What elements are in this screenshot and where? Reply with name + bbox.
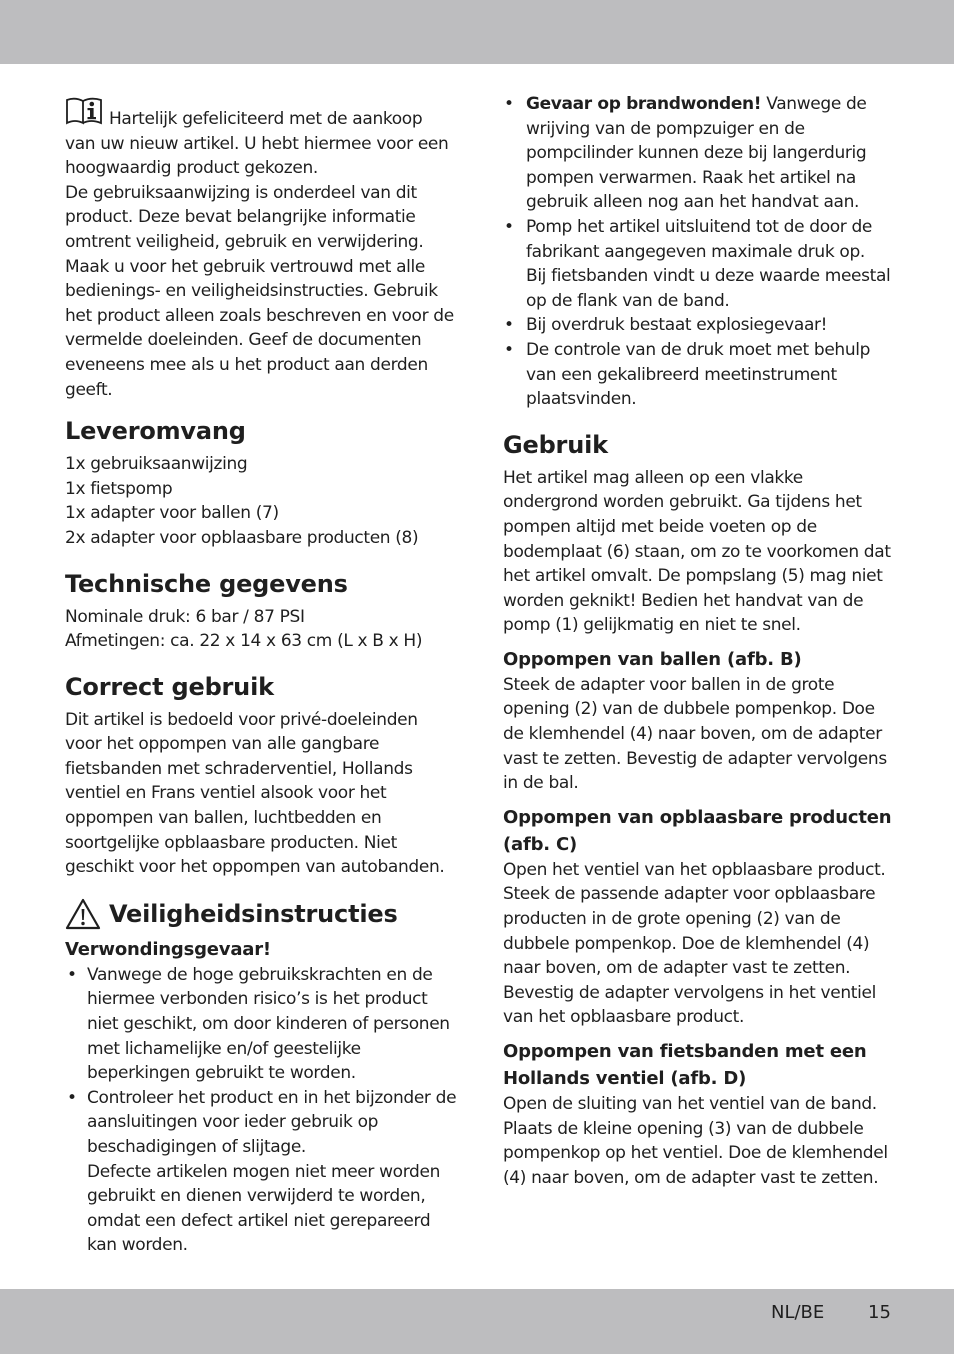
opblaasbaar-subheading: Oppompen van opblaasbare producten (afb. C) — [503, 806, 892, 855]
info-book-icon — [65, 96, 103, 126]
leveromvang-list — [65, 452, 457, 550]
right-column — [503, 92, 893, 1190]
opblaasbaar-text-2: Bevestig de adapter vervolgens in het ventiel van het opblaasbare product. — [503, 982, 876, 1028]
list-item: • Gevaar op brandwonden! Vanwege de wrijving van de pompzuiger en de pompcilinder kunnen deze bij langerdurig pompen verwarmen. Raak het artikel na gebruik alleen nog aan het handvat aan. — [503, 92, 893, 215]
correct-text: Dit artikel is bedoeld voor privé-doeleinden voor het oppompen van alle gangbare fietsbanden met schraderventiel, Hollands ventiel en Frans ventiel alsook voor het oppompen van ballen, luchtbedden en soortgelijke opblaasbare producten. Niet geschikt voor het oppompen van autobanden. — [65, 709, 445, 878]
gebruik-heading: Gebruik — [503, 430, 608, 459]
technisch-item: Afmetingen: ca. 22 x 14 x 63 cm (L x B x H) — [65, 631, 423, 652]
intro-text-1: Hartelijk gefeliciteerd met de aankoop van uw nieuw artikel. U hebt hiermee voor een hoogwaardig product gekozen. — [65, 109, 449, 179]
list-item: • De controle van de druk moet met behulp van een gekalibreerd meetinstrument plaatsvinden. — [503, 338, 893, 412]
opblaasbaar-text: Open het ventiel van het opblaasbare product. Steek de passende adapter voor opblaasbare producten in de grote opening (2) van de dubbele pompenkop. Doe de klemhendel (4) naar boven, om de adapter vast te zetten. — [503, 859, 886, 979]
warning-triangle-icon — [65, 898, 101, 930]
hollands-subheading: Oppompen van fietsbanden met een Hollands ventiel (afb. D) — [503, 1041, 867, 1089]
intro-paragraph-1 — [65, 96, 457, 181]
verwondingsgevaar-subheading: Verwondingsgevaar! — [65, 938, 271, 960]
hollands-text: Open de sluiting van het ventiel van de band. Plaats de kleine opening (3) van de dubbele pompenkop op het ventiel. Doe de klemhendel (4) naar boven, om de adapter vast te zetten. — [503, 1094, 888, 1188]
leveromvang-item: 1x fietspomp — [65, 478, 173, 499]
leveromvang-item: 1x adapter voor ballen (7) — [65, 503, 279, 524]
leveromvang-heading: Leveromvang — [65, 417, 246, 446]
page-number: 15 — [868, 1302, 891, 1323]
technisch-list — [65, 605, 457, 654]
technisch-heading: Technische gegevens — [65, 569, 348, 598]
list-item: • Bij overdruk bestaat explosiegevaar! — [503, 313, 893, 338]
correct-heading: Correct gebruik — [65, 672, 274, 701]
top-bar — [0, 0, 954, 64]
leveromvang-item: 2x adapter voor opblaasbare producten (8) — [65, 527, 419, 548]
veiligheid-title: Veiligheidsinstructies — [109, 899, 398, 928]
ballen-subheading: Oppompen van ballen (afb. B) — [503, 648, 802, 670]
technisch-item: Nominale druk: 6 bar / 87 PSI — [65, 606, 305, 627]
list-item: • Controleer het product en in het bijzonder de aansluitingen voor ieder gebruik op beschadigingen of slijtage. Defecte artikelen mogen niet meer worden gebruikt en dienen verwijderd te worden, omdat een defect artikel niet gerepareerd kan worden. — [65, 1086, 457, 1258]
footer-language: NL/BE — [771, 1302, 825, 1323]
veiligheid-heading — [65, 898, 457, 930]
leveromvang-item: 1x gebruiksaanwijzing — [65, 454, 248, 475]
left-column — [65, 96, 457, 1258]
intro-paragraph-2: De gebruiksaanwijzing is onderdeel van dit product. Deze bevat belangrijke informatie omtrent veiligheid, gebruik en verwijdering. Maak u voor het gebruik vertrouwd met alle bedienings- en veiligheidsinstructies. Gebruik het product alleen zoals beschreven en voor de vermelde doeleinden. Geef de documenten eveneens mee als u het product aan derden geeft. — [65, 182, 454, 400]
ballen-text: Steek de adapter voor ballen in de grote opening (2) van de dubbele pompenkop. Doe de klemhendel (4) naar boven, om de adapter vast te zetten. Bevestig de adapter vervolgens in de bal. — [503, 674, 887, 794]
veiligheid-list — [65, 963, 457, 1258]
gebruik-text: Het artikel mag alleen op een vlakke ondergrond worden gebruikt. Ga tijdens het pompen altijd met beide voeten op de bodemplaat (6) staan, om zo te voorkomen dat het artikel omvalt. De pompslang (5) mag niet worden geknikt! Bedien het handvat van de pomp (1) gelijkmatig en niet te snel. — [503, 467, 891, 636]
list-item: • Vanwege de hoge gebruikskrachten en de hiermee verbonden risico’s is het product niet geschikt, om door kinderen of personen met lichamelijke en/of geestelijke beperkingen gebruikt te worden. — [65, 963, 457, 1086]
veiligheid-list-continued — [503, 92, 893, 412]
list-item: • Pomp het artikel uitsluitend tot de door de fabrikant aangegeven maximale druk op. Bij fietsbanden vindt u deze waarde meestal op de flank van de band. — [503, 215, 893, 313]
